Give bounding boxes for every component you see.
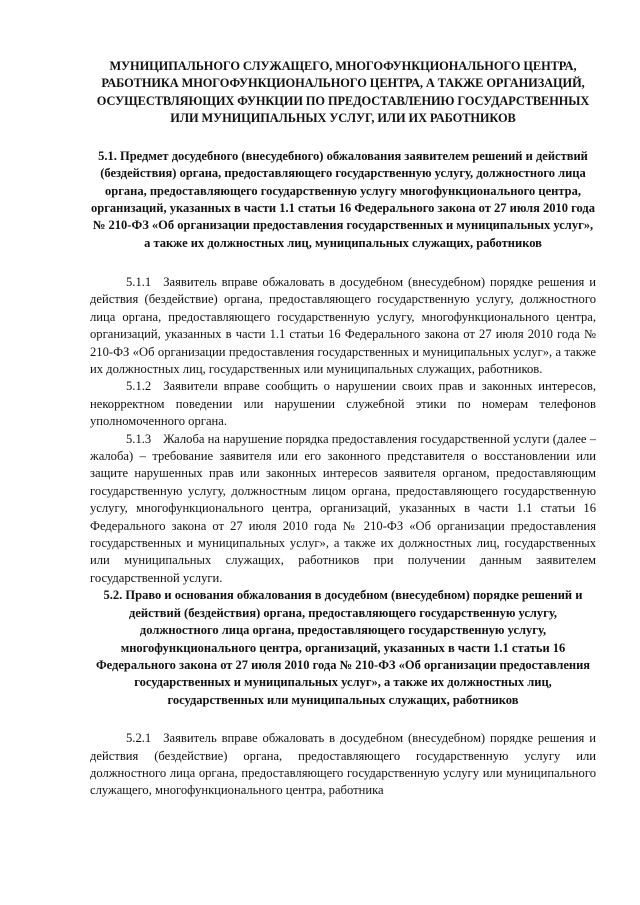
paragraph-number: 5.1.3 [126,431,152,446]
paragraph-5-2-1 [90,730,596,800]
paragraph-number: 5.2.1 [126,731,152,746]
paragraph-5-1-2 [90,378,596,430]
paragraph-5-1-1 [90,274,596,378]
document-page [90,58,596,800]
paragraph-5-1-3 [90,431,596,588]
paragraph-text: Жалоба на нарушение порядка предоставления государственной услуги (далее – жалоба) – требование заявителя или его законного представителя о восстановлении или защите нарушенных прав или законных интересов заявителя органом, предоставляющим государственную услугу, должностным лицом органа, предоставляющего государственную услугу, многофункционального центра, организаций, указанных в части 1.1 статьи 16 Федерального закона от 27 июля 2010 года № 210-ФЗ «Об организации предоставления государственных и муниципальных услуг», а также их должностных лиц, государственных или муниципальных служащих, работников при получении данным заявителем государственной услуги. [90,431,596,585]
paragraph-number: 5.1.2 [126,379,152,394]
paragraph-text: Заявитель вправе обжаловать в досудебном (внесудебном) порядке решения и действия (бездействие) органа, предоставляющего государственную услугу или должностного лица органа, предоставляющего государственную услугу или муниципального служащего, многофункционального центра, работника [90,731,596,798]
paragraph-text: Заявитель вправе обжаловать в досудебном (внесудебном) порядке решения и действия (бездействие) органа, предоставляющего государственную услугу, должностного лица органа, предоставляющего государственную услугу, многофункционального центра, организаций, указанных в части 1.1 статьи 16 Федерального закона от 27 июля 2010 года № 210-ФЗ «Об организации предоставления государственных и муниципальных услуг», а также их должностных лиц, государственных или муниципальных служащих, работников. [90,274,596,376]
section-5-2-heading: 5.2. Право и основания обжалования в досудебном (внесудебном) порядке решений и действий (бездействия) органа, предоставляющего государственную услугу, должностного лица органа, предоставляющего государственную услугу, многофункционального центра, организаций, указанных в части 1.1 статьи 16 Федерального закона от 27 июля 2010 года № 210-ФЗ «Об организации предоставления государственных и муниципальных услуг», а также их должностных лиц, государственных или муниципальных служащих, работников [95,588,591,707]
paragraph-text: Заявители вправе сообщить о нарушении своих прав и законных интересов, некорректном поведении или нарушении служебной этики по номерам телефонов уполномоченного органа. [90,379,596,429]
section-5-1-heading: 5.1. Предмет досудебного (внесудебного) обжалования заявителем решений и действий (бездействия) органа, предоставляющего государственную услугу, должностного лица органа, предоставляющего государственную услугу многофункционального центра, организаций, указанных в части 1.1 статьи 16 Федерального закона от 27 июля 2010 года № 210-ФЗ «Об организации предоставления государственных и муниципальных услуг», а также их должностных лиц, муниципальных служащих, работников [91,149,595,250]
paragraph-number: 5.1.1 [126,274,152,289]
document-top-heading: МУНИЦИПАЛЬНОГО СЛУЖАЩЕГО, МНОГОФУНКЦИОНАЛЬНОГО ЦЕНТРА, РАБОТНИКА МНОГОФУНКЦИОНАЛЬНОГО ЦЕНТРА, А ТАКЖЕ ОРГАНИЗАЦИЙ, ОСУЩЕСТВЛЯЮЩИХ ФУНКЦИИ ПО ПРЕДОСТАВЛЕНИЮ ГОСУДАРСТВЕННЫХ ИЛИ МУНИЦИПАЛЬНЫХ УСЛУГ, ИЛИ ИХ РАБОТНИКОВ [96,59,590,125]
